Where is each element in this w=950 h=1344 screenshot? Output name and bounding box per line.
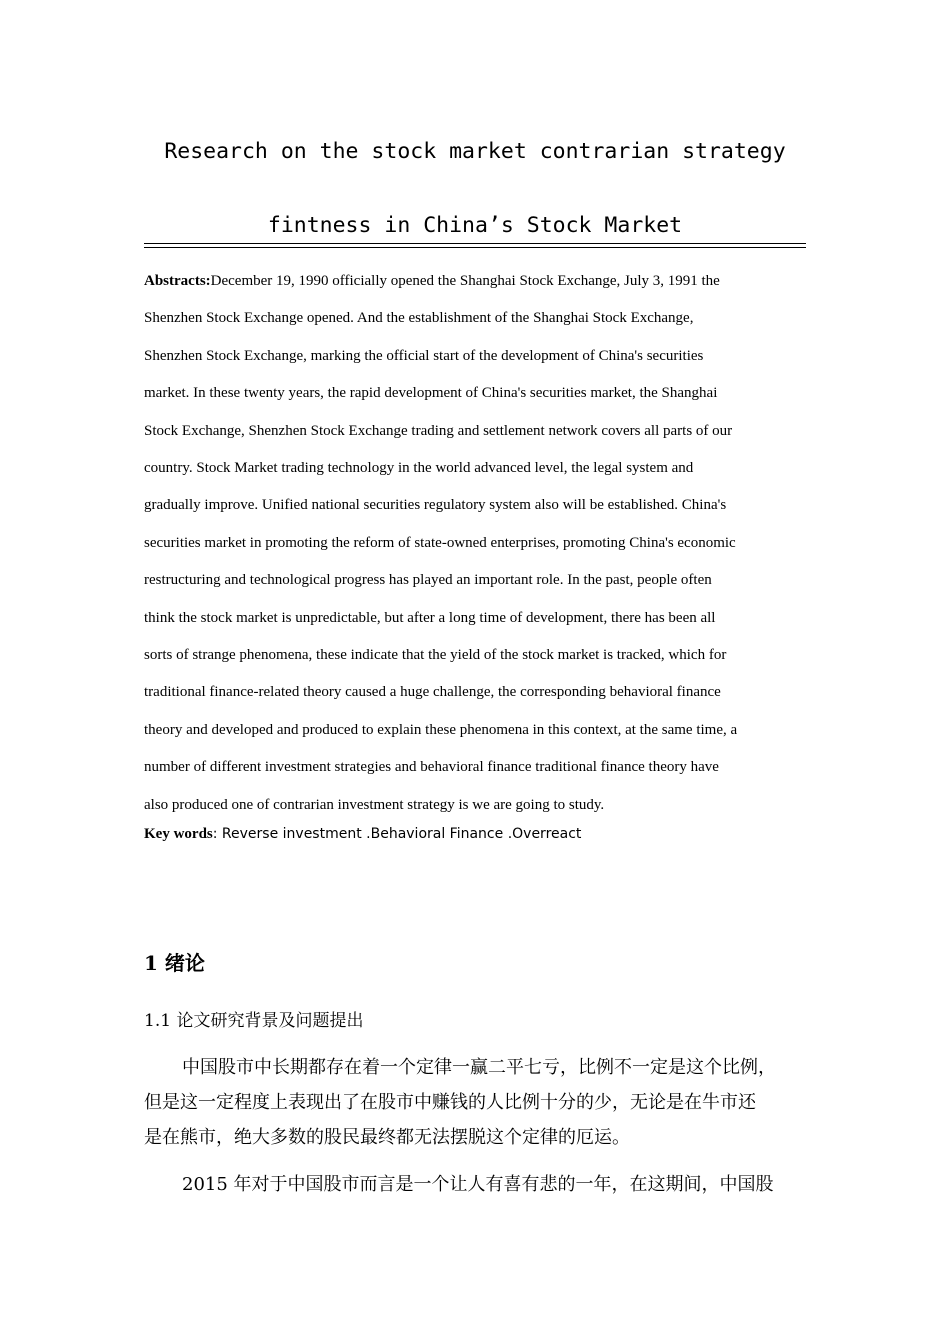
abstract-line: Stock Exchange, Shenzhen Stock Exchange trading and settlement network covers all parts of our [144, 422, 733, 439]
section-heading: 1 绪论 [144, 951, 205, 975]
paragraph-line: 是在熊市，绝大多数的股民最终都无法摆脱这个定律的厄运。 [144, 1127, 630, 1148]
abstract-line: traditional finance-related theory caused a huge challenge, the corresponding behavioral finance [144, 684, 721, 701]
abstract-block [144, 263, 808, 824]
abstract-line: Shenzhen Stock Exchange opened. And the establishment of the Shanghai Stock Exchange, [144, 310, 694, 327]
paper-title-line-2: fintness in China’s Stock Market [267, 213, 683, 238]
abstract-line: number of different investment strategies and behavioral finance traditional finance theory have [144, 759, 719, 776]
abstract-line: market. In these twenty years, the rapid development of China's securities market, the Shanghai [144, 385, 718, 402]
title-divider-top [144, 243, 806, 244]
body-paragraph-2 [144, 1167, 808, 1202]
abstract-line: gradually improve. Unified national securities regulatory system also will be established. China's [144, 497, 727, 514]
abstract-label: Abstracts: [144, 273, 211, 289]
abstract-line: Shenzhen Stock Exchange, marking the official start of the development of China's securities [144, 347, 704, 364]
keywords-line [144, 824, 581, 844]
keywords-text: : Reverse investment .Behavioral Finance .Overreact [212, 826, 582, 842]
abstract-line: think the stock market is unpredictable, but after a long time of development, there has been all [144, 609, 716, 626]
abstract-line: securities market in promoting the reform of state-owned enterprises, promoting China's economic [144, 534, 736, 551]
paragraph-line: 但是这一定程度上表现出了在股市中赚钱的人比例十分的少，无论是在牛市还 [144, 1092, 756, 1113]
abstract-line: restructuring and technological progress has played an important role. In the past, people often [144, 572, 712, 589]
abstract-text: December 19, 1990 officially opened the Shanghai Stock Exchange, July 3, 1991 the [210, 273, 720, 289]
paper-title-line-1: Research on the stock market contrarian strategy [164, 139, 786, 164]
abstract-line: also produced one of contrarian investment strategy is we are going to study. [144, 796, 605, 813]
paragraph-line: 2015 年对于中国股市而言是一个让人有喜有悲的一年，在这期间，中国股 [182, 1174, 774, 1195]
keywords-label: Key words [144, 826, 213, 842]
abstract-line: country. Stock Market trading technology in the world advanced level, the legal system and [144, 460, 694, 477]
abstract-line: sorts of strange phenomena, these indicate that the yield of the stock market is tracked, which for [144, 647, 727, 664]
subsection-heading: 1.1 论文研究背景及问题提出 [144, 1011, 364, 1031]
body-paragraph-1 [144, 1050, 808, 1155]
abstract-line [144, 263, 808, 300]
title-divider-bottom [144, 247, 806, 248]
paragraph-line: 中国股市中长期都存在着一个定律一赢二平七亏，比例不一定是这个比例， [182, 1057, 776, 1078]
abstract-line: theory and developed and produced to explain these phenomena in this context, at the same time, a [144, 721, 738, 738]
